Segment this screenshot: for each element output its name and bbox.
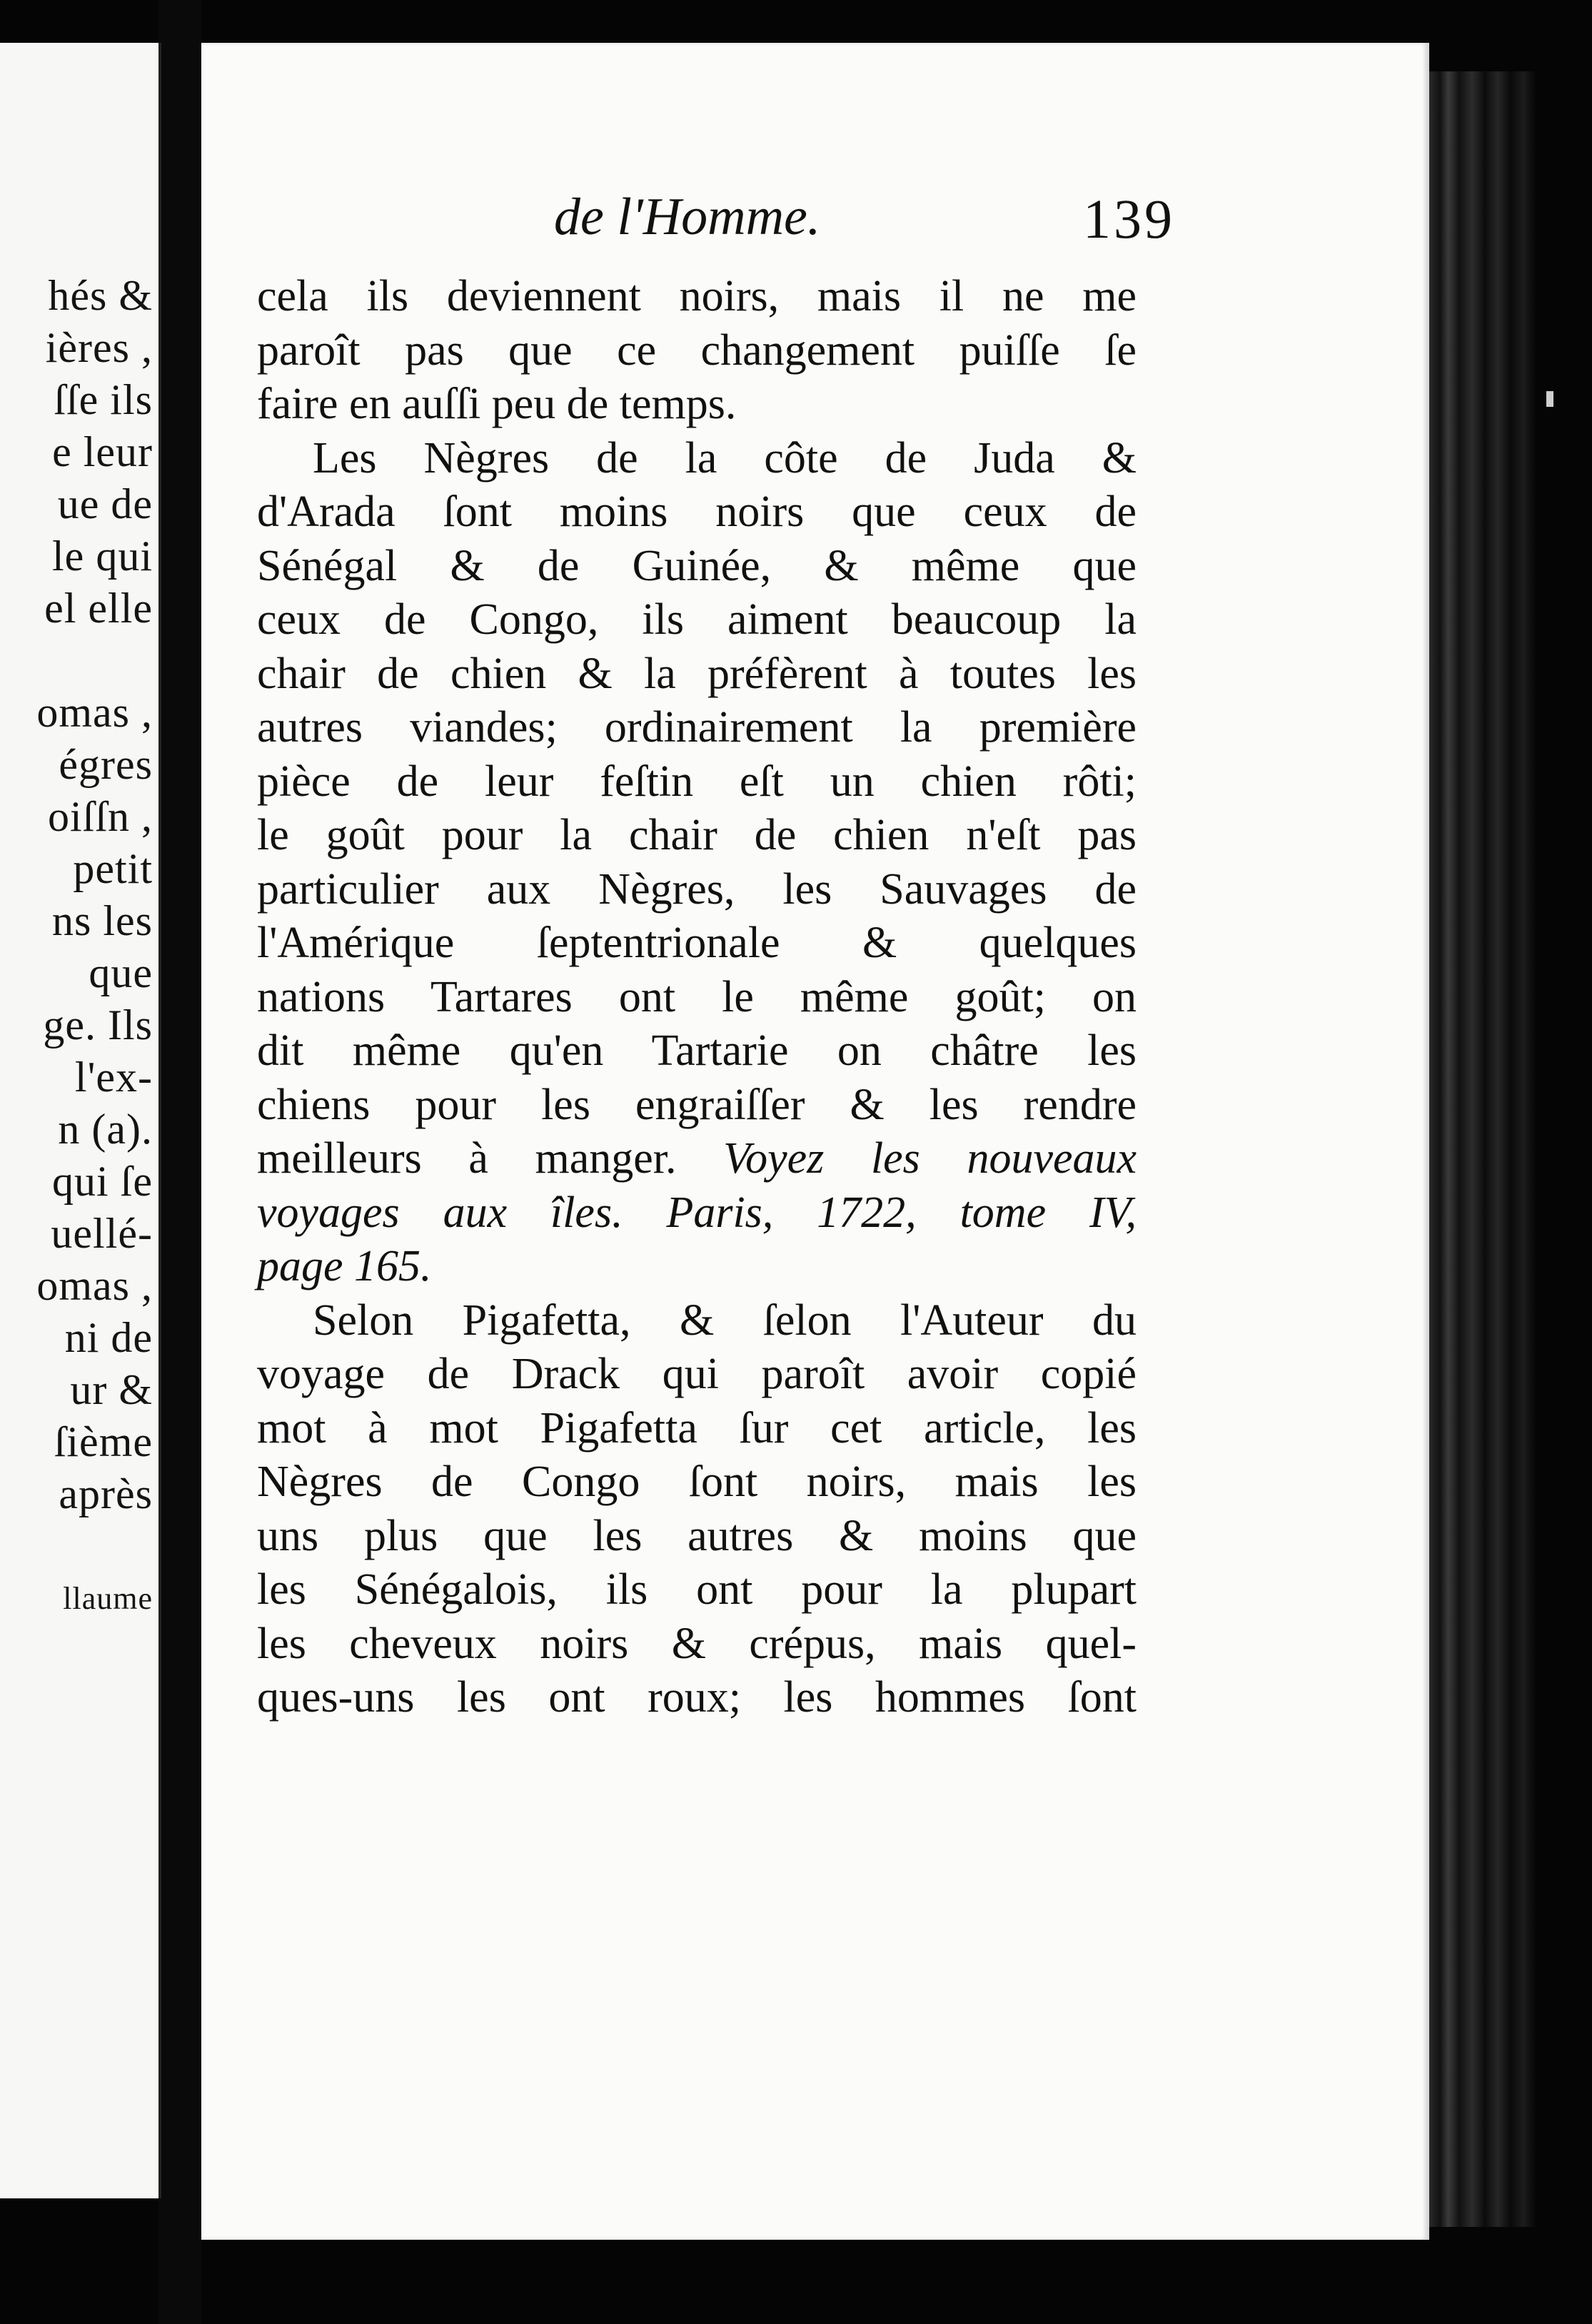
left-line: que [89, 949, 153, 996]
text-line: autres viandes; ordinairement la première [257, 703, 1137, 752]
citation-line [257, 1186, 1137, 1241]
running-head [554, 187, 1175, 266]
citation-line [257, 1240, 1137, 1294]
left-line: ue de [57, 480, 153, 527]
left-line: ières , [45, 324, 153, 371]
text-line: particulier aux Nègres, les Sauvages de [257, 864, 1137, 914]
text-line-with-citation [257, 1132, 1137, 1186]
page-edge-mark [1546, 391, 1553, 407]
left-line: hés & [48, 272, 153, 319]
left-line-blank [0, 635, 153, 687]
text-line: nations Tartares ont le même goût; on [257, 972, 1137, 1021]
text-line: voyage de Drack qui paroît avoir copié [257, 1350, 1137, 1398]
text-line: paroît pas que ce changement puiſſe ſe [257, 325, 1137, 375]
book-page-edges [1429, 71, 1536, 2227]
left-line: qui ſe [52, 1158, 153, 1205]
text-line: dit même qu'en Tartarie on châtre les [257, 1026, 1137, 1075]
left-line: ur & [70, 1366, 153, 1413]
left-line: ge. Ils [43, 1001, 153, 1049]
text-line: pièce de leur feſtin eſt un chien rôti; [257, 757, 1137, 806]
left-line: uellé- [51, 1210, 153, 1257]
left-line: omas , [36, 689, 153, 736]
left-line: oiſſn , [47, 793, 153, 840]
text-line: ceux de Congo, ils aiment beaucoup la [257, 595, 1137, 644]
left-line: ni de [64, 1314, 153, 1361]
text-fragment: meilleurs à manger. [257, 1134, 677, 1183]
left-line: le qui [52, 532, 153, 580]
text-line: le goût pour la chair de chien n'eſt pas [257, 811, 1137, 859]
left-line: e leur [52, 428, 153, 475]
left-line: el elle [44, 585, 153, 632]
left-line: omas , [36, 1262, 153, 1309]
left-line: ſſe ils [54, 376, 153, 423]
text-line: d'Arada ſont moins noirs que ceux de [257, 487, 1137, 536]
text-line: l'Amérique ſeptentrionale & quelques [257, 919, 1137, 967]
running-title: de l'Homme. [554, 188, 821, 246]
left-line: petit [73, 845, 153, 892]
left-line: n (a). [58, 1106, 153, 1153]
text-line: les cheveux noirs & crépus, mais quel- [257, 1619, 1137, 1668]
text-line: Les Nègres de la côte de Juda & [313, 433, 1137, 483]
left-line: ns les [52, 897, 153, 944]
body-text [257, 270, 1137, 1725]
text-line: uns plus que les autres & moins que [257, 1511, 1137, 1560]
text-line: mot à mot Pigafetta ſur cet article, les [257, 1403, 1137, 1452]
left-line: l'ex- [74, 1054, 153, 1101]
left-facing-page [0, 43, 161, 2198]
page-number: 139 [1083, 188, 1175, 250]
left-page-text [0, 270, 153, 1625]
text-line: Selon Pigafetta, & ſelon l'Auteur du [313, 1295, 1137, 1345]
left-line-blank [0, 1520, 153, 1572]
left-line: après [59, 1470, 153, 1517]
left-line: ſième [54, 1418, 153, 1465]
citation-italic: Voyez les nouveaux [723, 1134, 1137, 1183]
text-line: cela ils deviennent noirs, mais il ne me [257, 272, 1137, 320]
left-line: égres [59, 741, 153, 788]
text-line: faire en auſſi peu de temps. [257, 380, 737, 428]
text-line: chair de chien & la préfèrent à toutes les [257, 649, 1137, 698]
text-line: ques-uns les ont roux; les hommes ſont [257, 1673, 1137, 1722]
text-line: Sénégal & de Guinée, & même que [257, 541, 1137, 590]
left-line: llaume [63, 1581, 153, 1616]
citation-italic: voyages aux îles. Paris, 1722, tome IV, [257, 1188, 1137, 1237]
text-line: Nègres de Congo ſont noirs, mais les [257, 1457, 1137, 1506]
citation-italic: page 165. [257, 1242, 432, 1290]
text-line: les Sénégalois, ils ont pour la plupart [257, 1565, 1137, 1614]
text-line: chiens pour les engraiſſer & les rendre [257, 1080, 1137, 1129]
book-gutter [158, 0, 201, 2324]
